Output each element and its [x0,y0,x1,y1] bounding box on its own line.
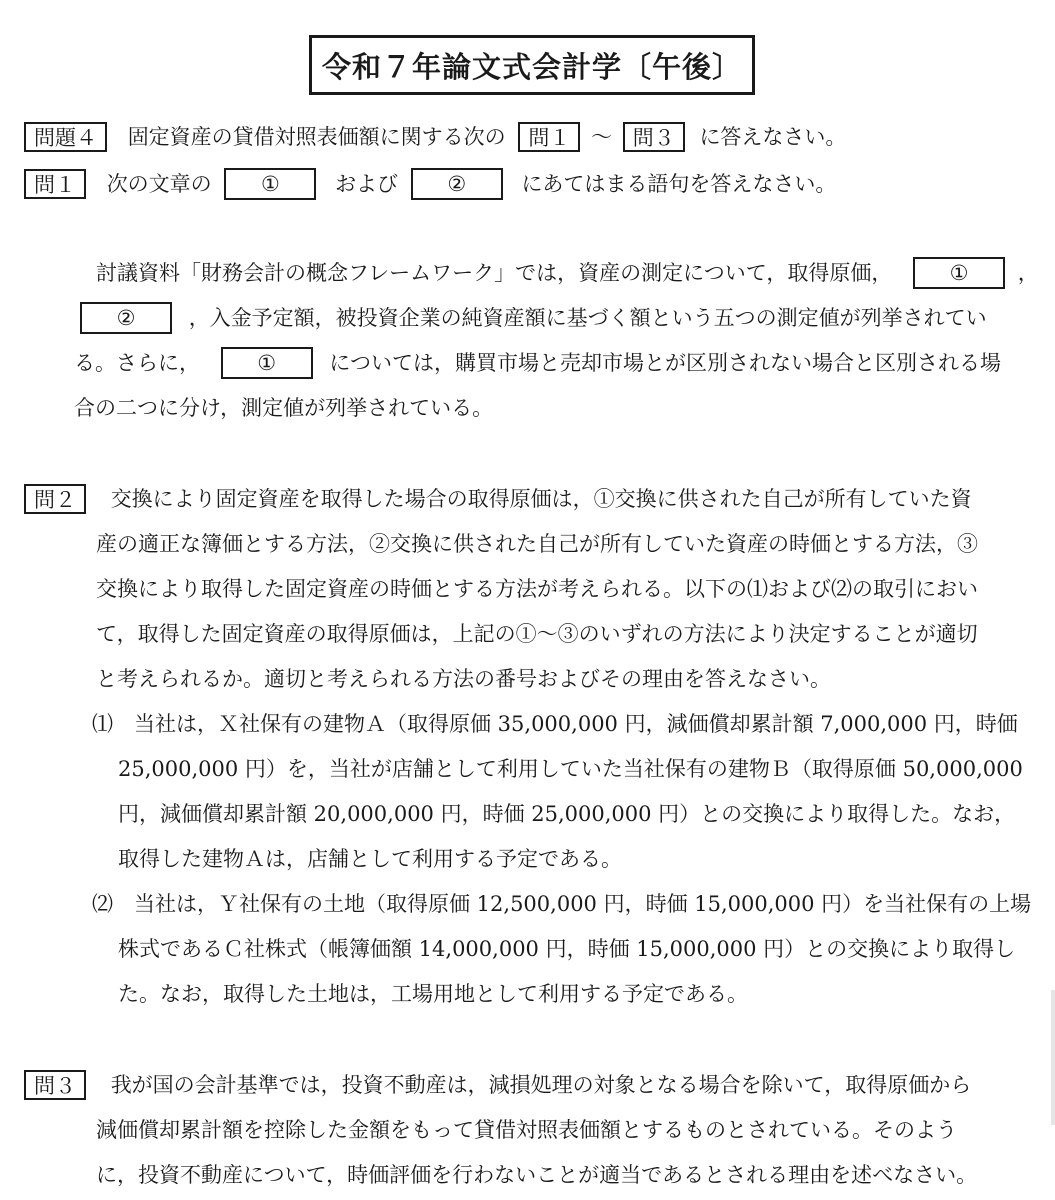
q2-text: 産の適正な簿価とする方法，②交換に供された自己が所有していた資産の時価とする方法，③ [96,532,978,556]
q3-line-3 [96,1158,977,1192]
blank-1: ① [224,168,316,200]
q1-passage-text: については，購買市場と売却市場とが区別されない場合と区別される場 [329,351,1001,375]
scrollbar-thumb[interactable] [1051,990,1055,1125]
q2-item-1-text: ⑴ 当社は，Ｘ社保有の建物Ａ（取得原価 35,000,000 円，減価償却累計額 7,000,000 円，時価 [92,712,1018,736]
q2-item-1-line-2 [118,752,1023,786]
q2-item-2-line-3 [118,977,748,1011]
q2-item-1-text: 25,000,000 円）を，当社が店舗として利用していた当社保有の建物Ｂ（取得原価 50,000,000 [118,757,1023,781]
q2-item-2-text: た。なお，取得した土地は，工場用地として利用する予定である。 [118,982,748,1006]
blank-1: ① [913,257,1005,289]
q1-passage-line-4 [74,391,493,425]
q2-item-1-text: 円，減価償却累計額 20,000,000 円，時価 25,000,000 円）との交換により取得した。なお， [118,802,1016,826]
q2-line-2 [96,527,978,561]
exam-title: 令和７年論文式会計学〔午後〕 [309,35,755,95]
q3-line-1 [24,1068,971,1102]
problem-text-a: 固定資産の貸借対照表価額に関する次の [127,125,506,149]
q2-line-5 [96,662,831,696]
q3-text: 我が国の会計基準では，投資不動産は，減損処理の対象となる場合を除いて，取得原価から [110,1073,972,1097]
q2-item-1-text: 取得した建物Ａは，店舗として利用する予定である。 [118,847,622,871]
q2-text: 交換により取得した固定資産の時価とする方法が考えられる。以下の⑴および⑵の取引におい [96,577,978,601]
q1-header [24,167,836,201]
blank-1: ① [221,347,313,379]
q2-item-2-line-1 [92,887,1031,921]
q2-item-1-line-3 [118,797,1015,831]
q1-passage-text: 合の二つに分け，測定値が列挙されている。 [74,396,494,420]
q2-text: て，取得した固定資産の取得原価は，上記の①～③のいずれの方法により決定することが適切 [96,622,978,646]
q1-passage-text: 討議資料「財務会計の概念フレームワーク」では，資産の測定について，取得原価， [96,261,893,285]
problem-label: 問題４ [24,122,107,152]
q1-intro-c: にあてはまる語句を答えなさい。 [521,172,837,196]
q3-text: に，投資不動産について，時価評価を行わないことが適当であるとされる理由を述べなさい。 [96,1163,978,1187]
q2-text: 交換により固定資産を取得した場合の取得原価は，①交換に供された自己が所有していた資 [110,487,972,511]
q2-line-3 [96,572,978,606]
q1-passage-line-1 [96,256,1039,290]
tilde: ～ [591,125,613,149]
q3-label: 問３ [24,1070,86,1100]
q3-ref-label: 問３ [623,122,685,152]
problem-text-b: に答えなさい。 [699,125,847,149]
q1-ref-label: 問１ [518,122,580,152]
q1-passage-line-3 [74,346,1001,380]
q2-item-2-text: 株式であるＣ社株式（帳簿価額 14,000,000 円，時価 15,000,000 円）との交換により取得し [118,937,1016,961]
q1-passage-text: ， [1017,261,1039,285]
q1-passage-text: ，入金予定額，被投資企業の純資産額に基づく額という五つの測定値が列挙されてい [188,306,987,330]
q1-passage-text: る。さらに， [74,351,200,375]
q2-item-2-line-2 [118,932,1015,966]
q3-line-2 [96,1113,957,1147]
q2-item-1-line-1 [92,707,1018,741]
q2-item-1-line-4 [118,842,622,876]
q3-text: 減価償却累計額を控除した金額をもって貸借対照表価額とするものとされている。そのよう [96,1118,957,1142]
blank-2: ② [411,168,503,200]
q2-text: と考えられるか。適切と考えられる方法の番号およびその理由を答えなさい。 [96,667,831,691]
q1-intro-b: および [335,172,399,196]
blank-2: ② [80,302,172,334]
q1-intro-a: 次の文章の [106,172,212,196]
q2-line-1 [24,482,972,516]
q1-label: 問１ [24,169,86,199]
q2-line-4 [96,617,978,651]
problem-header [24,120,846,154]
q2-label: 問２ [24,484,86,514]
q1-passage-line-2 [80,301,987,335]
q2-item-2-text: ⑵ 当社は，Ｙ社保有の土地（取得原価 12,500,000 円，時価 15,000,000 円）を当社保有の上場 [92,892,1032,916]
